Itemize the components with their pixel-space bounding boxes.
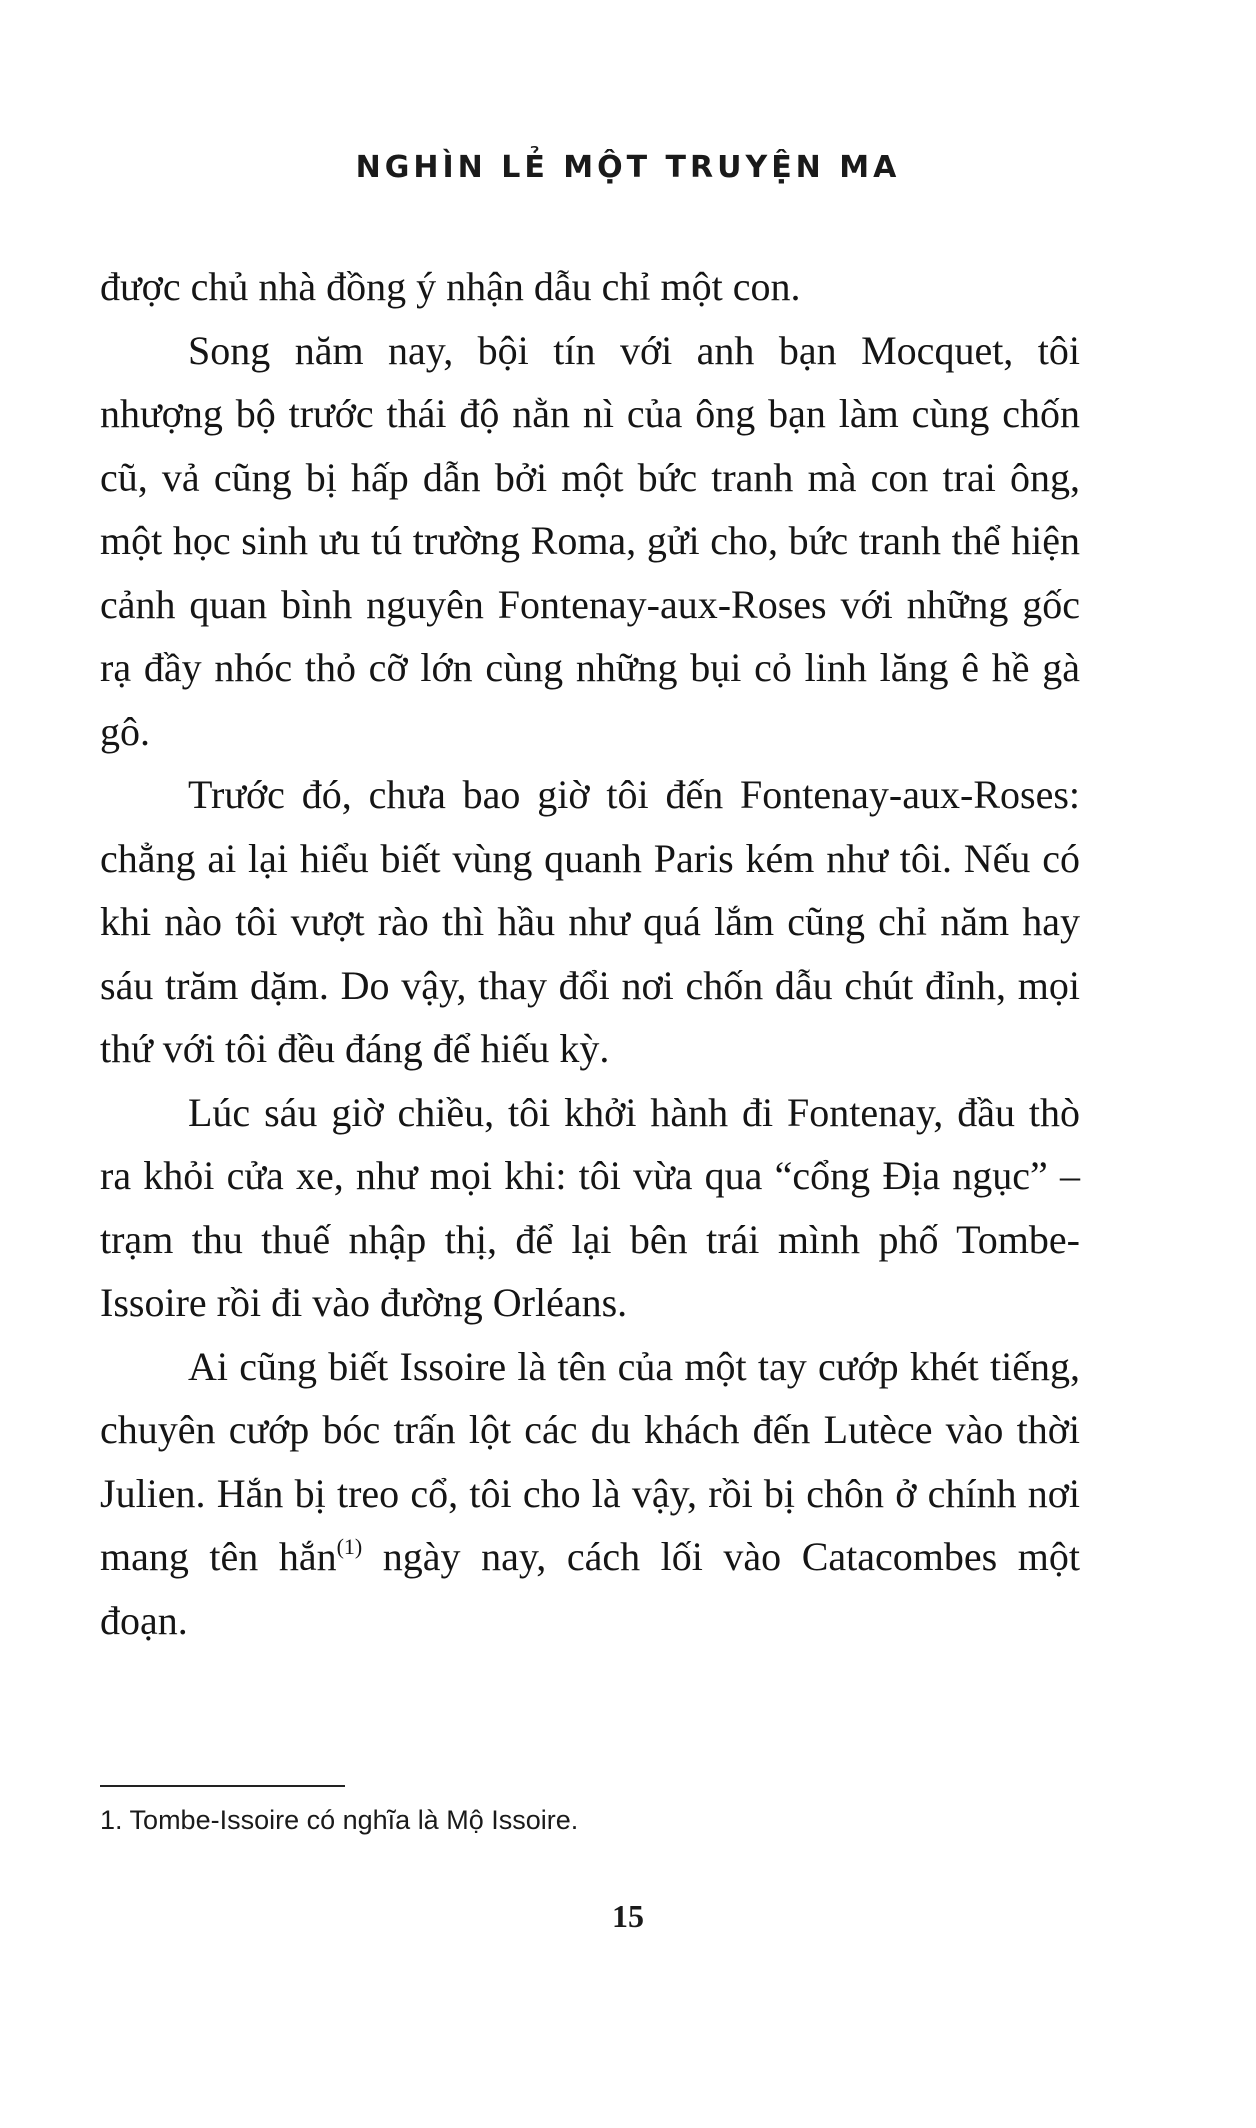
paragraph-text: ngày nay, cách lối vào Catacombes một đoạn. [100, 1534, 1080, 1643]
paragraph-continued: được chủ nhà đồng ý nhận dẫu chỉ một con. [100, 264, 801, 309]
paragraph: Song năm nay, bội tín với anh bạn Mocquet, tôi nhượng bộ trước thái độ nằn nì của ông bạn làm cùng chốn cũ, vả cũng bị hấp dẫn bởi một bức tranh mà con trai ông, một học sinh ưu tú trường Roma, gửi cho, bức tranh thể hiện cảnh quan bình nguyên Fontenay-aux-Roses với những gốc rạ đầy nhóc thỏ cỡ lớn cùng những bụi cỏ linh lăng ê hề gà gô. [100, 327, 1080, 754]
paragraph-text: Ai cũng biết Issoire là tên của một tay cướp khét tiếng, chuyên cướp bóc trấn lột các du khách đến Lutèce vào thời Julien. Hắn bị treo cổ, tôi cho là vậy, rồi bị chôn ở chính nơi mang tên hắn [100, 1343, 1080, 1579]
footnote-text: Tombe-Issoire có nghĩa là Mộ Issoire. [129, 1805, 579, 1835]
footnote-reference[interactable]: (1) [336, 1534, 363, 1559]
footnote [100, 1800, 1080, 1840]
footnote-number: 1. [100, 1805, 123, 1835]
paragraph: Trước đó, chưa bao giờ tôi đến Fontenay-aux-Roses: chẳng ai lại hiểu biết vùng quanh Paris kém như tôi. Nếu có khi nào tôi vượt rào thì hầu như quá lắm cũng chỉ năm hay sáu trăm dặm. Do vậy, thay đổi nơi chốn dẫu chút đỉnh, mọi thứ với tôi đều đáng để hiếu kỳ. [100, 772, 1080, 1071]
paragraph: Lúc sáu giờ chiều, tôi khởi hành đi Fontenay, đầu thò ra khỏi cửa xe, như mọi khi: tôi vừa qua “cổng Địa ngục” – trạm thu thuế nhập thị, để lại bên trái mình phố Tombe-Issoire rồi đi vào đường Orléans. [100, 1089, 1080, 1325]
page-number: 15 [612, 1898, 644, 1934]
paragraph-with-note [100, 1335, 1080, 1653]
body-text [100, 255, 1080, 1652]
running-head: NGHÌN LẺ MỘT TRUYỆN MA [355, 150, 901, 185]
footnote-divider [100, 1785, 345, 1787]
